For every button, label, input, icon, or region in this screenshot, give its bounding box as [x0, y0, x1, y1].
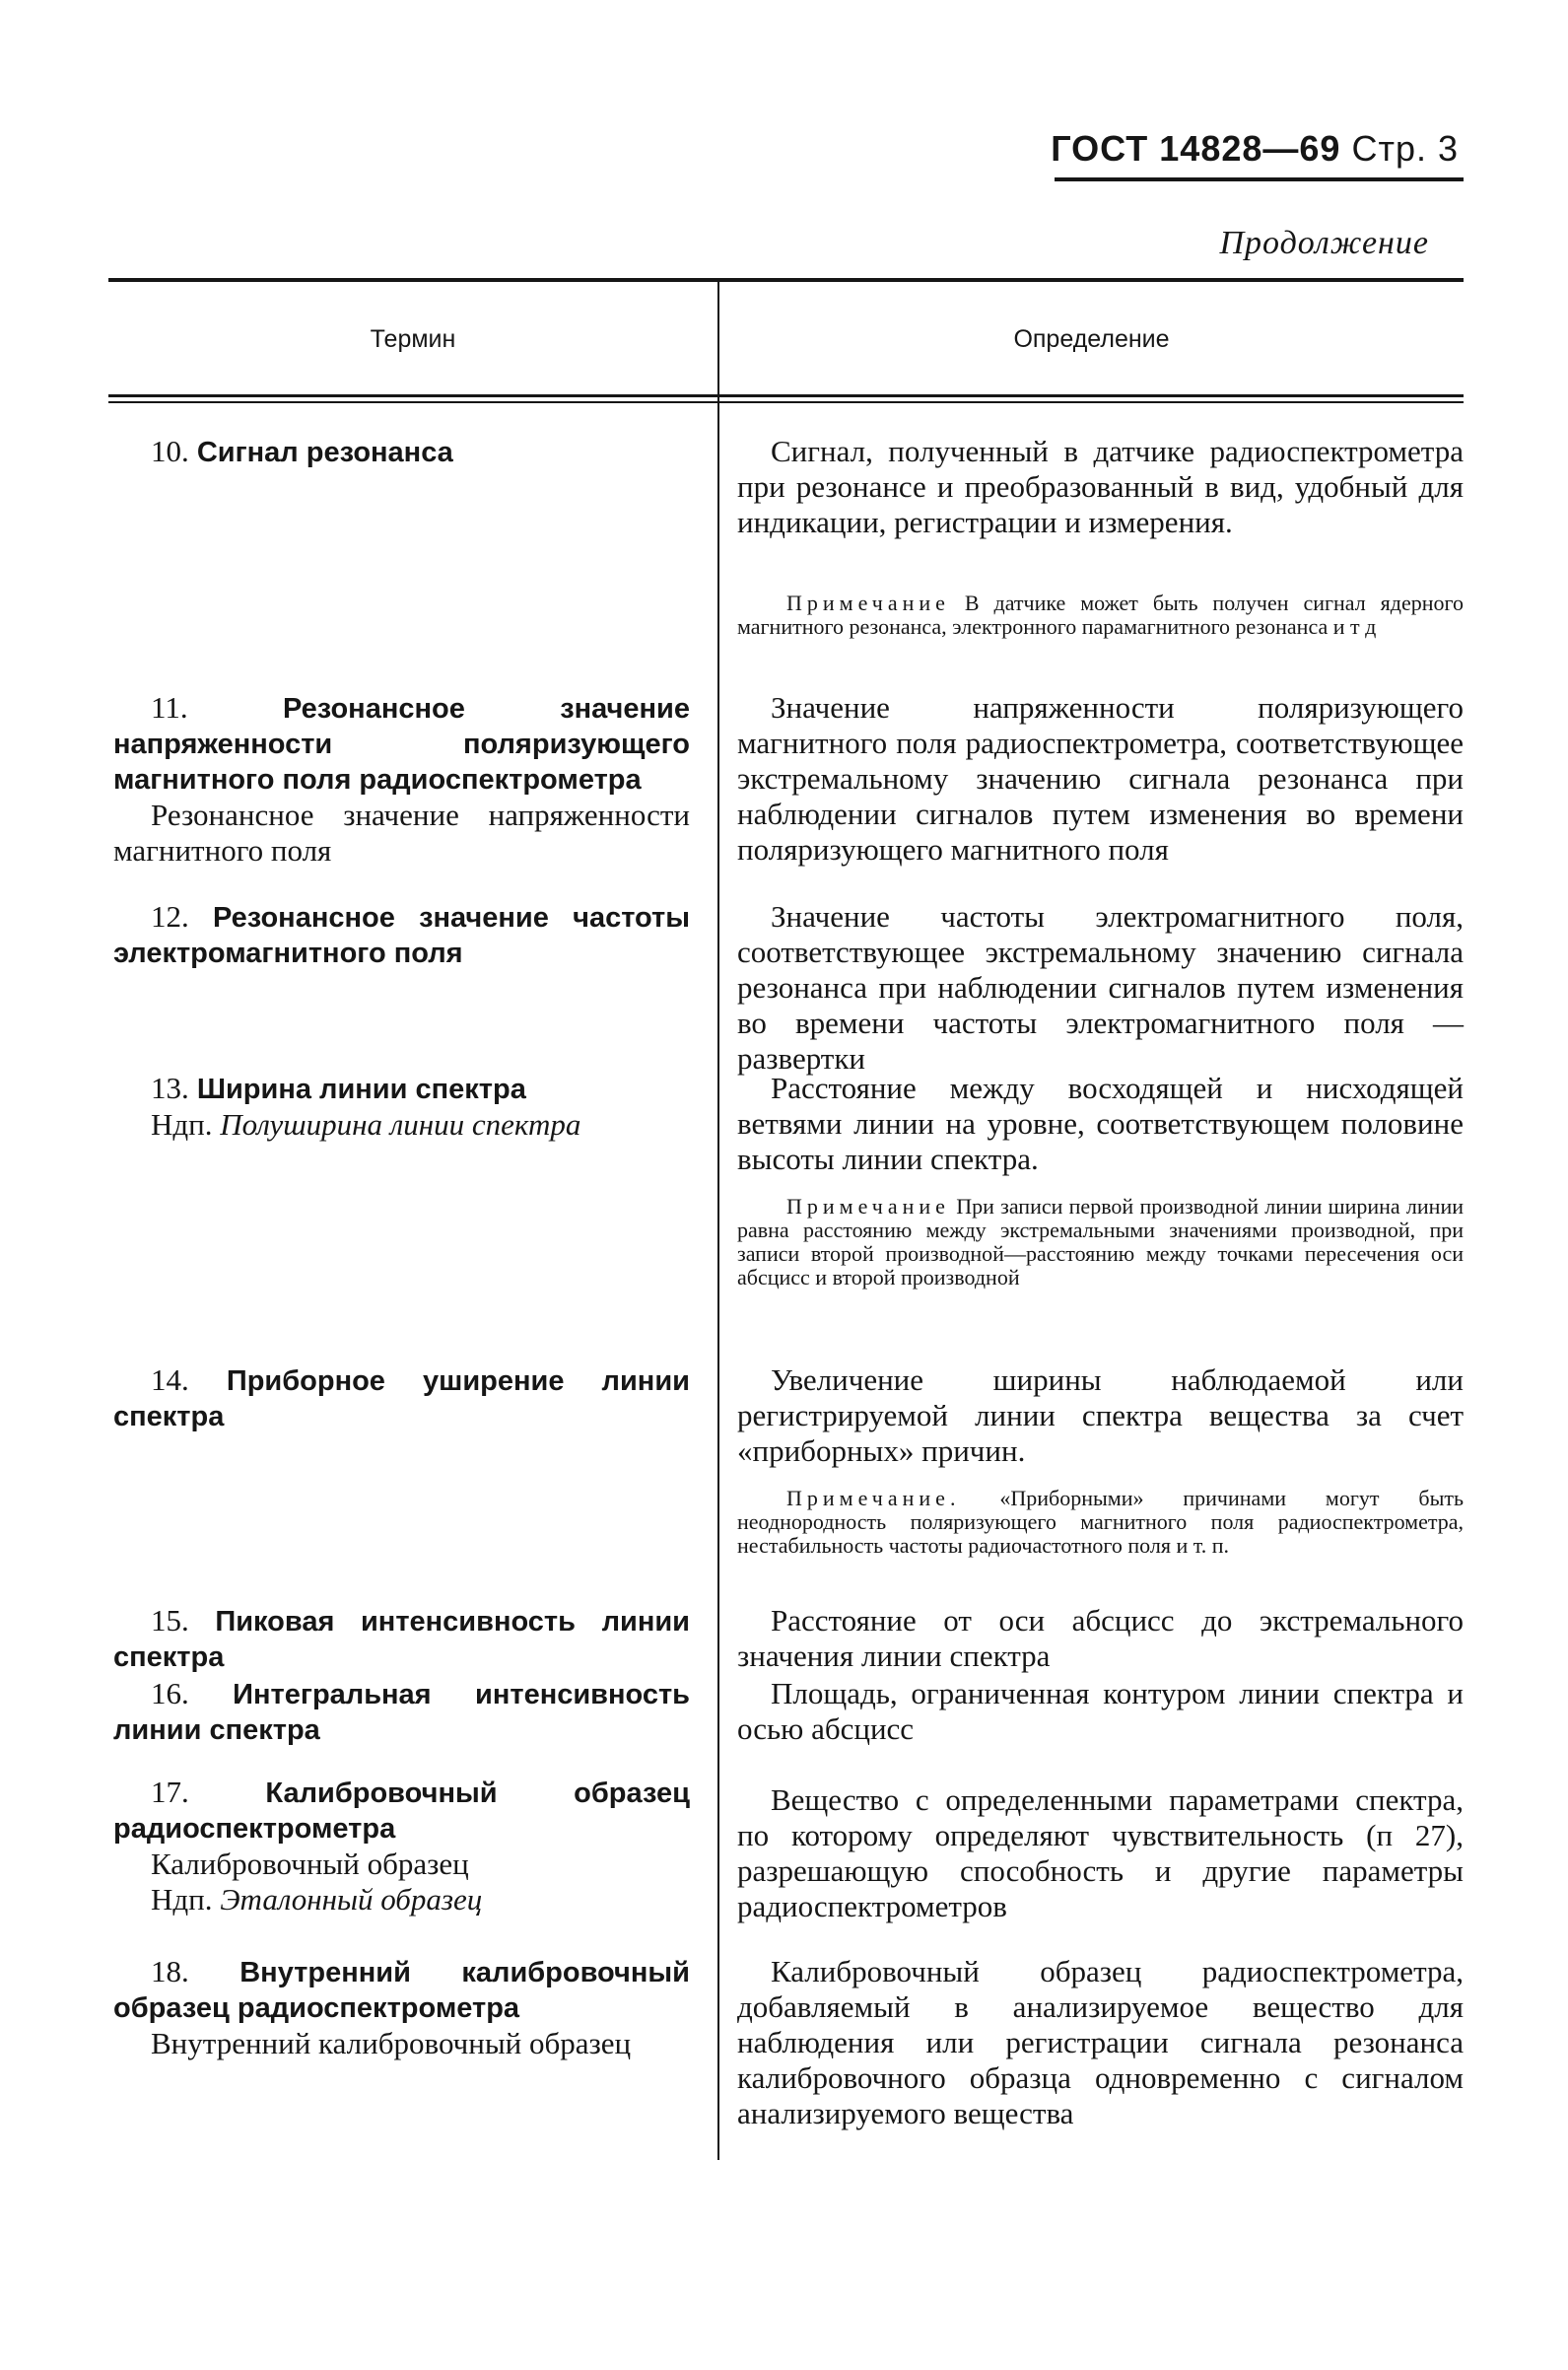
page-number: Стр. 3 [1351, 128, 1459, 169]
term-title [113, 1071, 690, 1107]
ndp-term: Эталонный образец [220, 1882, 483, 1917]
term-title [113, 899, 690, 971]
standard-number: ГОСТ 14828—69 [1051, 128, 1341, 169]
ndp-label: Ндп. [151, 1882, 213, 1917]
note-text: При записи первой производной линии ширина линии равна расстоянию между экстремальными значениями производной, при записи второй производной—расстоянию между точками пересечения оси абсцисс и второй производной [737, 1194, 1464, 1290]
term-entry-13 [113, 1071, 690, 1143]
term-number: 10. [151, 434, 189, 468]
definition-13: Расстояние между восходящей и нисходящей ветвями линии на уровне, соответствующем половине высоты линии спектра. [737, 1071, 1464, 1176]
definition-18: Калибровочный образец радиоспектрометра, добавляемый в анализируемое вещество для наблюдения или регистрации сигнала резонанса калибровочного образца одновременно с сигналом анализируемого вещества [737, 1954, 1464, 2130]
column-header-term: Термин [370, 325, 456, 353]
note-label: Примечание [786, 591, 950, 615]
page-header [1045, 128, 1459, 170]
column-divider [717, 282, 719, 2160]
term-name: Интегральная интенсивность линии спектра [113, 1679, 690, 1746]
ndp-term: Полуширина линии спектра [220, 1107, 581, 1142]
term-entry-16 [113, 1676, 690, 1748]
term-title [113, 1362, 690, 1434]
note-text: В датчике может быть получен сигнал ядерного магнитного резонанса, электронного парамагнитного резонанса и т д [737, 591, 1464, 639]
term-name: Внутренний калибровочный образец радиоспектрометра [113, 1957, 690, 2024]
definition-16: Площадь, ограниченная контуром линии спектра и осью абсцисс [737, 1676, 1464, 1746]
term-number: 16. [151, 1676, 189, 1710]
definition-12: Значение частоты электромагнитного поля, соответствующее экстремальному значению сигнала резонанса при наблюдении сигналов путем изменения во времени частоты электромагнитного поля — развертки [737, 899, 1464, 1076]
term-number: 17. [151, 1775, 189, 1809]
term-entry-18 [113, 1954, 690, 2061]
continuation-label: Продолжение [1219, 225, 1429, 261]
definition-10: Сигнал, полученный в датчике радиоспектрометра при резонансе и преобразованный в вид, удобный для индикации, регистрации и измерения. [737, 434, 1464, 539]
term-name: Ширина линии спектра [196, 1074, 526, 1105]
term-deprecated [113, 1882, 690, 1917]
term-entry-12 [113, 899, 690, 971]
note-label: Примечание. [786, 1486, 961, 1510]
table-top-rule [108, 278, 1464, 282]
note-text: «Приборными» причинами могут быть неоднородность поляризующего магнитного поля радиоспектрометра, нестабильность частоты радиочастотного поля и т. п. [737, 1486, 1465, 1558]
note-10 [737, 592, 1464, 639]
term-name: Приборное уширение линии спектра [113, 1365, 690, 1432]
header-rule [1055, 177, 1464, 181]
term-title [113, 1603, 690, 1675]
note-13 [737, 1195, 1464, 1290]
term-entry-11 [113, 690, 690, 869]
definition-15: Расстояние от оси абсцисс до экстремального значения линии спектра [737, 1603, 1464, 1673]
column-header-definition: Определение [1013, 325, 1170, 353]
term-entry-14 [113, 1362, 690, 1434]
term-name: Резонансное значение напряженности поляризующего магнитного поля радиоспектрометра [113, 693, 690, 796]
definition-17: Вещество с определенными параметрами спектра, по которому определяют чувствительность (п 27), разрешающую способность и другие параметры радиоспектрометров [737, 1782, 1464, 1923]
term-number: 18. [151, 1954, 189, 1988]
term-title [113, 690, 690, 798]
term-number: 11. [151, 690, 188, 725]
term-entry-15 [113, 1603, 690, 1675]
term-name: Пиковая интенсивность линии спектра [113, 1606, 690, 1673]
note-label: Примечание [786, 1194, 950, 1219]
term-deprecated [113, 1107, 690, 1143]
note-14 [737, 1487, 1464, 1558]
term-title [113, 1676, 690, 1748]
term-synonym: Резонансное значение напряженности магнитного поля [113, 798, 690, 868]
term-title [113, 434, 690, 470]
term-title [113, 1954, 690, 2026]
term-synonym: Внутренний калибровочный образец [151, 2026, 632, 2060]
term-title [113, 1775, 690, 1847]
term-name: Сигнал резонанса [196, 437, 453, 468]
term-number: 14. [151, 1362, 189, 1397]
table-header-rule [108, 394, 1464, 397]
term-number: 15. [151, 1603, 189, 1638]
definition-11: Значение напряженности поляризующего магнитного поля радиоспектрометра, соответствующее экстремальному значению сигнала резонанса при наблюдении сигналов путем изменения во времени поляризующего магнитного поля [737, 690, 1464, 867]
definition-14: Увеличение ширины наблюдаемой или регистрируемой линии спектра вещества за счет «приборных» причин. [737, 1362, 1464, 1468]
ndp-label: Ндп. [151, 1107, 213, 1142]
term-number: 12. [151, 899, 189, 934]
term-entry-17 [113, 1775, 690, 1917]
term-name: Резонансное значение частоты электромагнитного поля [113, 902, 690, 969]
term-number: 13. [151, 1071, 189, 1105]
term-synonym: Калибровочный образец [151, 1847, 469, 1881]
term-entry-10 [113, 434, 690, 470]
table-header-rule-double [108, 401, 1464, 403]
term-name: Калибровочный образец радиоспектрометра [113, 1778, 690, 1845]
